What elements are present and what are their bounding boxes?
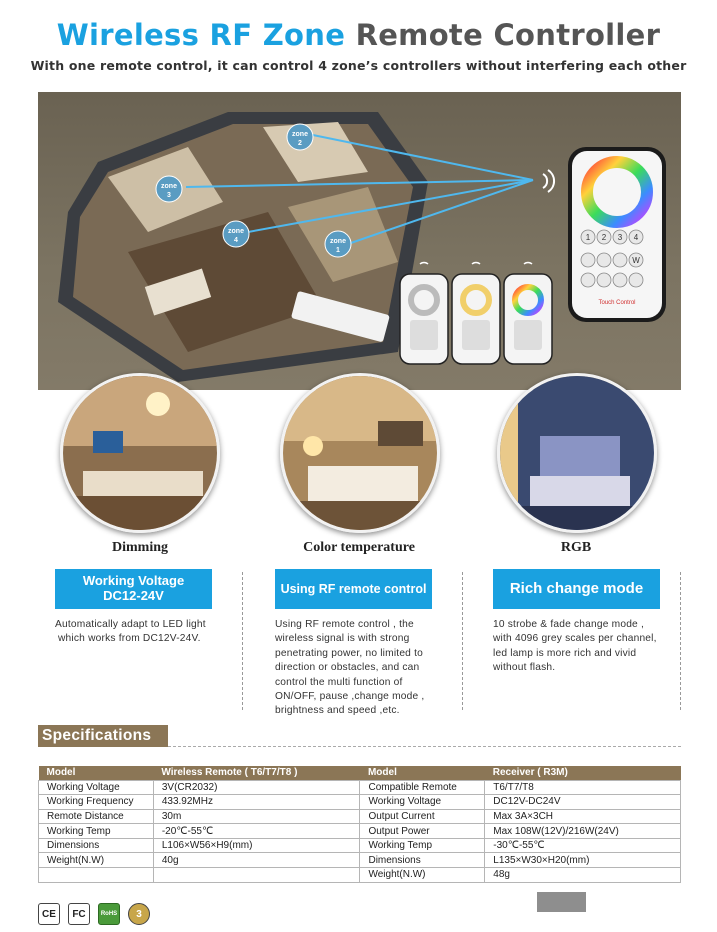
table-cell: Compatible Remote (360, 780, 485, 795)
text-line: led lamp is more rich and vivid (493, 647, 637, 659)
table-cell: Remote Distance (39, 809, 154, 824)
text-line: direction or obstacles, and can (275, 662, 420, 674)
text-line: penetrating power, no limited to (275, 647, 423, 659)
column-header: Wireless Remote ( T6/T7/T8 ) (153, 766, 360, 780)
table-row (39, 838, 681, 853)
feature-box-working-voltage (55, 569, 212, 609)
table-cell: T6/T7/T8 (485, 780, 681, 795)
table-cell: 40g (153, 853, 360, 868)
table-row (39, 809, 681, 824)
table-cell: L106×W56×H9(mm) (153, 838, 360, 853)
text-line: 10 strobe & fade change mode , (493, 619, 644, 630)
hero-floorplan-image (38, 92, 681, 390)
title-highlight: Wireless RF Zone (56, 18, 346, 52)
feature-box-rich-change (493, 569, 660, 609)
divider (462, 572, 463, 710)
text-line: Using RF remote control , the (275, 619, 414, 630)
text-line: Automatically adapt to LED light (55, 619, 206, 630)
text-line: which works from DC12V-24V. (58, 633, 201, 645)
table-row (39, 824, 681, 839)
zone-3-label: zone (161, 183, 177, 190)
zone-3-number: 3 (167, 192, 171, 199)
zone-4-label: zone (228, 228, 244, 235)
divider (680, 572, 681, 710)
feature-box-label: Using RF remote control (280, 581, 427, 596)
zone-2-label: zone (292, 131, 308, 138)
zone-1-number: 1 (336, 247, 340, 254)
certification-icons (38, 903, 150, 925)
remote-brand-text: Touch Control (598, 300, 636, 306)
feature-description-rgb (493, 618, 668, 676)
table-cell: Dimensions (360, 853, 485, 868)
column-header: Model (39, 766, 154, 780)
main-remote-image (568, 147, 666, 322)
table-cell: Output Current (360, 809, 485, 824)
remote-button-3: 3 (617, 233, 623, 242)
table-cell: 48g (485, 868, 681, 883)
feature-caption-color-temperature: Color temperature (303, 540, 415, 555)
floorplan-illustration (38, 92, 681, 390)
text-line: with 4096 grey scales per channel, (493, 633, 657, 645)
table-cell: DC12V-DC24V (485, 795, 681, 810)
table-cell: L135×W30×H20(mm) (485, 853, 681, 868)
column-header: Model (360, 766, 485, 780)
text-line: ON/OFF, pause ,change mode , (275, 691, 425, 703)
text-line: without flash. (493, 662, 556, 674)
ce-mark-icon: CE (38, 903, 60, 925)
remote-button-2: 2 (601, 233, 607, 242)
table-cell: Working Temp (360, 838, 485, 853)
feature-caption-rgb: RGB (560, 540, 592, 555)
rohs-mark-icon: RoHS (98, 903, 120, 925)
table-cell: Working Temp (39, 824, 154, 839)
table-cell: 30m (153, 809, 360, 824)
table-header-row (39, 766, 681, 780)
table-cell: Max 108W(12V)/216W(24V) (485, 824, 681, 839)
table-cell (39, 868, 154, 883)
small-remotes (400, 262, 552, 364)
column-header: Receiver ( R3M) (485, 766, 681, 780)
feature-caption-dimming: Dimming (112, 540, 168, 555)
zone-1-label: zone (330, 238, 346, 245)
text-line: wireless signal is with strong (275, 633, 410, 645)
divider (242, 572, 243, 710)
table-cell: -30℃-55℃ (485, 838, 681, 853)
wireless-signal-icon (543, 170, 554, 192)
feature-box-rf-remote (275, 569, 432, 609)
table-cell: 433.92MHz (153, 795, 360, 810)
title-rest: Remote Controller (355, 18, 661, 52)
divider (168, 746, 681, 747)
dimming-room-photo (60, 373, 220, 533)
page-title (0, 18, 717, 52)
remote-button-1: 1 (585, 233, 591, 242)
table-cell: Max 3A×3CH (485, 809, 681, 824)
page-subtitle: With one remote control, it can control 4 zone’s controllers without interfering each other (30, 58, 687, 73)
fcc-mark-icon: FC (68, 903, 90, 925)
table-cell: Dimensions (39, 838, 154, 853)
feature-description-dimming (55, 618, 235, 647)
specifications-table (38, 766, 681, 883)
feature-box-line1: Working Voltage (82, 573, 185, 589)
zone-2-number: 2 (298, 140, 302, 147)
remote-button-w: W (632, 256, 640, 265)
remote-button-4: 4 (633, 233, 639, 242)
feature-box-label: Rich change mode (509, 580, 644, 598)
table-cell: Working Frequency (39, 795, 154, 810)
warranty-badge-icon: 3 (128, 903, 150, 925)
table-cell: 3V(CR2032) (153, 780, 360, 795)
table-cell: Output Power (360, 824, 485, 839)
table-cell (153, 868, 360, 883)
color-temperature-room-photo (280, 373, 440, 533)
feature-box-line2: DC12-24V (103, 588, 164, 603)
table-cell: Working Voltage (39, 780, 154, 795)
zone-4-number: 4 (234, 237, 238, 244)
table-row (39, 868, 681, 883)
gray-block (537, 892, 586, 912)
rgb-room-photo (497, 373, 657, 533)
table-row (39, 795, 681, 810)
table-cell: Working Voltage (360, 795, 485, 810)
table-row (39, 780, 681, 795)
feature-description-rf (275, 618, 435, 719)
specifications-heading: Specifications (38, 725, 168, 747)
table-row (39, 853, 681, 868)
text-line: brightness and speed ,etc. (275, 705, 400, 717)
table-cell: Weight(N.W) (360, 868, 485, 883)
table-cell: Weight(N.W) (39, 853, 154, 868)
text-line: control the multi function of (275, 676, 403, 688)
table-cell: -20℃-55℃ (153, 824, 360, 839)
